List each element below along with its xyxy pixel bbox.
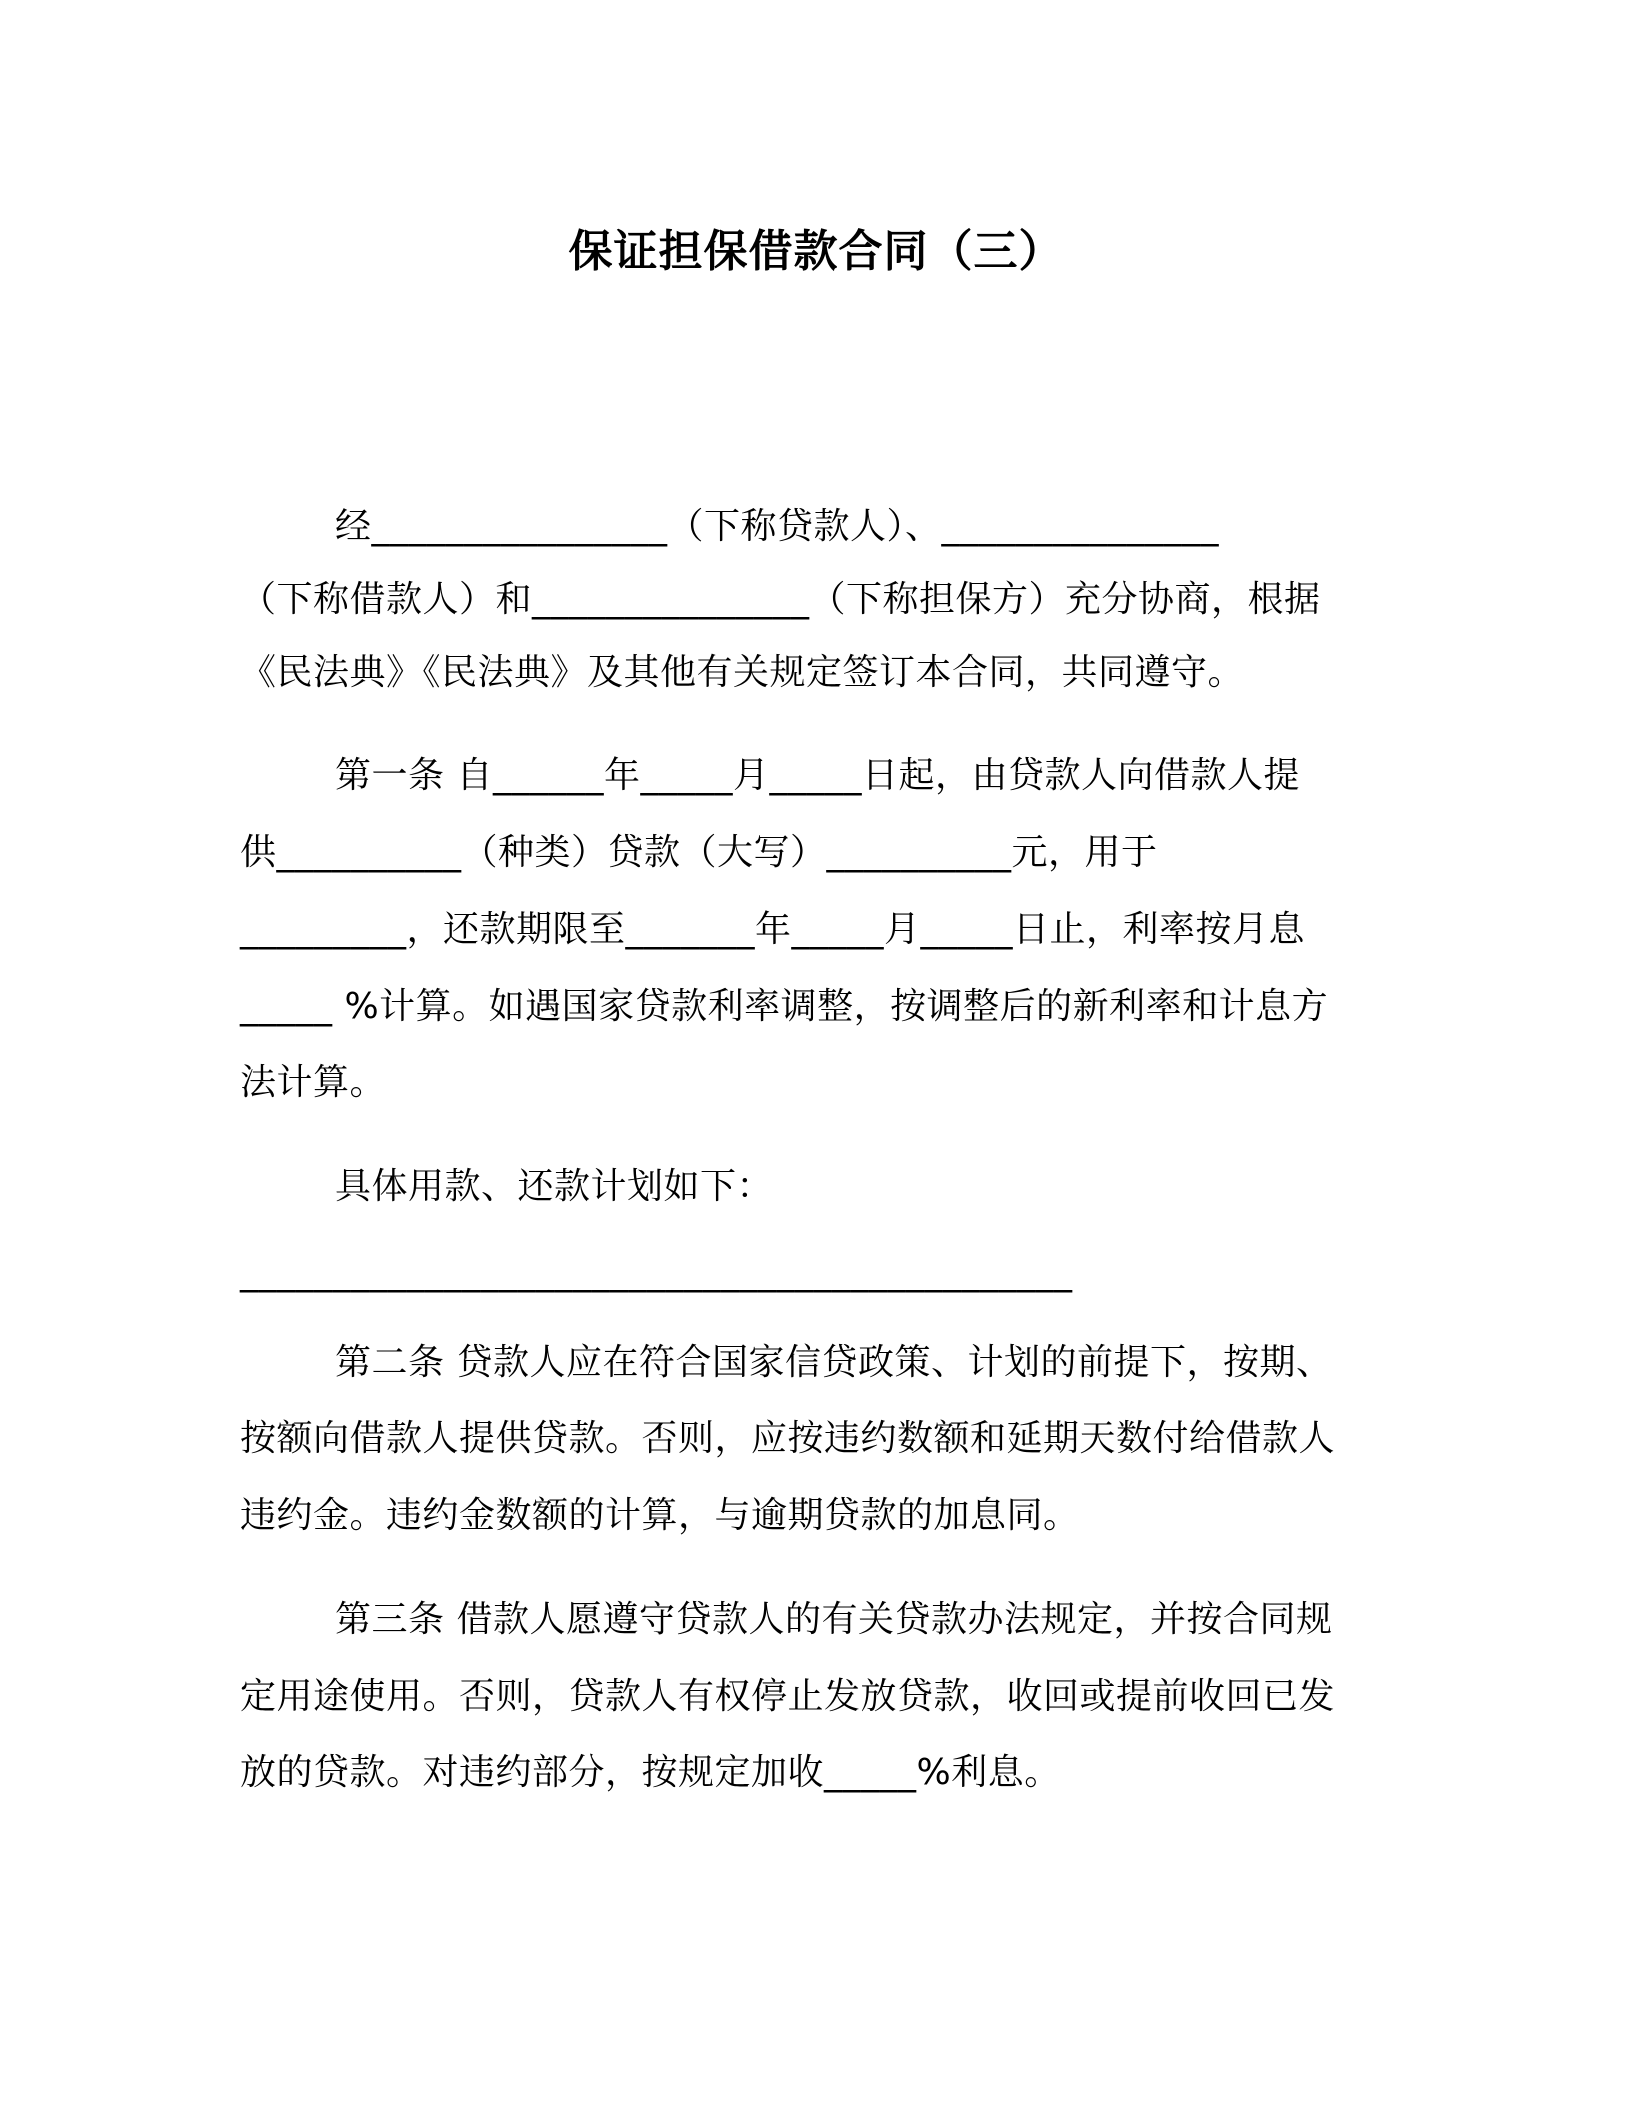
intro-line-1: 经________________（下称贷款人）、_______________ — [335, 506, 1220, 547]
article-2-line-2: 按额向借款人提供贷款。否则，应按违约数额和延期天数付给借款人 — [240, 1418, 1336, 1459]
article-1-line-1: 第一条 自______年_____月_____日起，由贷款人向借款人提 — [335, 755, 1300, 796]
article-2-line-3: 违约金。违约金数额的计算，与逾期贷款的加息同。 — [240, 1495, 1080, 1536]
article-3-line-1: 第三条 借款人愿遵守贷款人的有关贷款办法规定，并按合同规 — [335, 1599, 1333, 1640]
article-3-line-3: 放的贷款。对违约部分，按规定加收_____%利息。 — [240, 1752, 1061, 1793]
article-1-line-2: 供__________（种类）贷款（大写）__________元，用于 — [240, 832, 1158, 873]
article-2-line-1: 第二条 贷款人应在符合国家信贷政策、计划的前提下，按期、 — [335, 1342, 1333, 1383]
plan-blank-line: _____________________________________________ — [240, 1252, 1073, 1293]
plan-heading: 具体用款、还款计划如下： — [335, 1166, 774, 1207]
article-3-line-2: 定用途使用。否则，贷款人有权停止发放贷款，收回或提前收回已发 — [240, 1676, 1336, 1717]
page-title: 保证担保借款合同（三） — [568, 226, 1064, 277]
article-1-line-3: _________，还款期限至_______年_____月_____日止，利率按月息 — [240, 909, 1306, 950]
article-1-line-5: 法计算。 — [240, 1062, 387, 1103]
intro-line-2: （下称借款人）和_______________（下称担保方）充分协商，根据 — [240, 579, 1321, 620]
intro-line-3: 《民法典》《民法典》及其他有关规定签订本合同，共同遵守。 — [240, 652, 1245, 693]
article-1-line-4: _____ %计算。如遇国家贷款利率调整，按调整后的新利率和计息方 — [240, 986, 1329, 1027]
